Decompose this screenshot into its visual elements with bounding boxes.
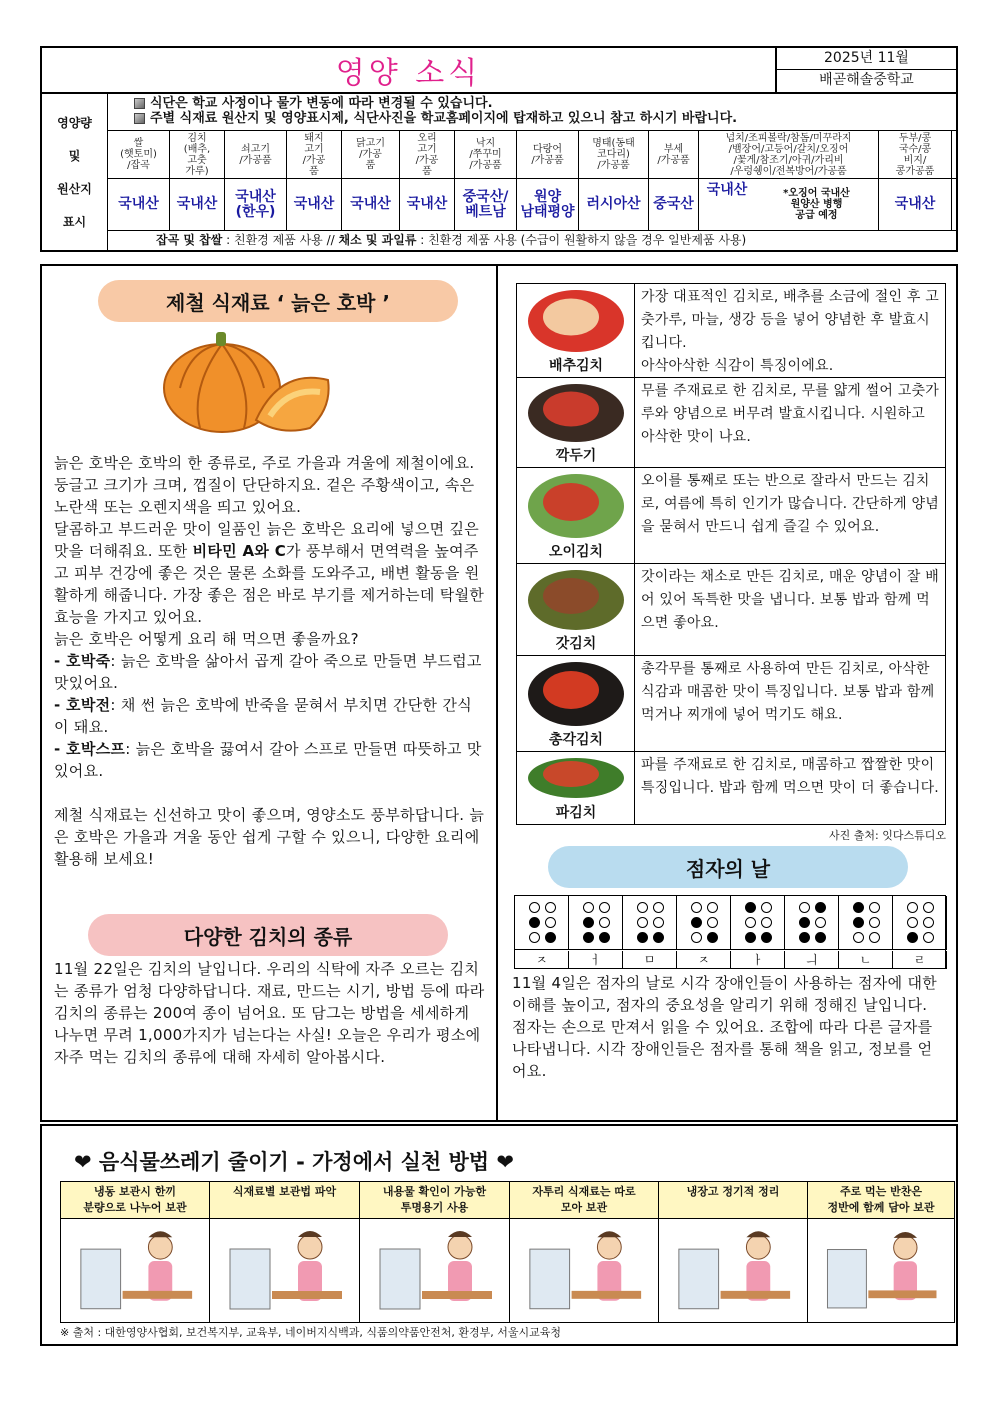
- origin-cell: 국내산: [287, 179, 342, 230]
- braille-dot: [637, 917, 648, 928]
- kimchi-description: 오이를 통째로 또는 반으로 잘라서 만드는 김치로, 여름에 특히 인기가 많습니다. 간단하게 양념을 묻혀서 만드니 쉽게 즐길 수 있어요.: [641, 473, 939, 535]
- origin-cell: 국내산: [879, 179, 952, 230]
- kimchi-intro-text: 11월 22일은 김치의 날입니다. 우리의 식탁에 자주 오르는 김치는 종류가 엄청 다양하답니다. 재료, 만드는 시기, 방법 등에 따라 김치의 종류는 200여 종이 넘어요. 또 담그는 방법을 세세하게 나누면 무려 1,000가지가 넘는다는 사실! 오늘은 우리가 평소에 자주 먹는 김치의 종류에 대해 자세히 알아봅시다.: [54, 960, 485, 1066]
- food-cell: 쇠고기 /가공품: [225, 131, 287, 178]
- cube-icon: [134, 113, 145, 124]
- tip-illustration: [210, 1219, 359, 1323]
- pumpkin-illustration: [160, 328, 340, 438]
- tip-title: 냉장고 정기적 정리: [659, 1182, 807, 1219]
- kimchi-photo: [517, 284, 635, 377]
- braille-dot: [923, 932, 934, 943]
- tip-illustration: [61, 1219, 209, 1323]
- kimchi-row: [517, 378, 945, 468]
- origin-cell: 중국산: [649, 179, 699, 230]
- braille-dot: [653, 902, 664, 913]
- braille-heading: 점자의 날: [548, 846, 908, 888]
- origin-side-label: [42, 94, 108, 250]
- braille-letter: ㅓ: [569, 951, 623, 969]
- braille-dot: [545, 932, 556, 943]
- braille-dot: [745, 902, 756, 913]
- kimchi-table: [516, 283, 946, 825]
- food-cell: 오리 고기 /가공 품: [400, 131, 455, 178]
- food-cell: 낙지 /쭈꾸미 /가공품: [455, 131, 517, 178]
- notices: [108, 94, 958, 128]
- tip-card: [210, 1182, 360, 1322]
- recipe-desc: : 채 썬 늙은 호박에 반죽을 묻혀서 부치면 간단한 간식이 돼요.: [54, 696, 472, 736]
- tip-card: [808, 1182, 954, 1322]
- footer-text: : 친환경 제품 사용 //: [222, 233, 339, 247]
- food-waste-section: [40, 1124, 958, 1346]
- kimchi-photo: [517, 752, 635, 824]
- braille-letter: ㅁ: [623, 951, 677, 969]
- tip-illustration: [808, 1219, 954, 1323]
- origin-cell: 중국산/ 베트남: [455, 179, 517, 230]
- kimchi-name: 배추김치: [548, 358, 604, 374]
- kimchi-row: [517, 284, 945, 378]
- tip-card: [61, 1182, 210, 1322]
- recipe-1: [54, 650, 486, 694]
- braille-cell: [623, 896, 677, 950]
- kimchi-description: 갓이라는 채소로 만든 김치로, 매운 양념이 잘 배어 있어 독특한 맛을 냅니다. 보통 밥과 함께 먹으면 좋아요.: [641, 569, 939, 631]
- origin-cell: 국내산 (한우): [225, 179, 287, 230]
- recipe-3: [54, 738, 486, 782]
- food-cell: 다랑어 /가공품: [517, 131, 579, 178]
- braille-cell: [569, 896, 623, 950]
- food-cell: 넙치/조피볼락/참돔/미꾸라지 /뱀장어/고등어/갈치/오징어 /꽃게/참조기/아귀/가리비 /우렁쉥이/전복방어/가공품: [699, 131, 879, 178]
- kimchi-description: 가장 대표적인 김치로, 배추를 소금에 절인 후 고춧가루, 마늘, 생강 등을 넣어 양념한 후 발효시킵니다. 아삭아삭한 식감이 특징이에요.: [641, 289, 939, 374]
- braille-dot: [869, 917, 880, 928]
- origin-row: [108, 178, 958, 230]
- braille-dot: [707, 917, 718, 928]
- tip-title: 자투리 식재료는 따로 모아 보관: [510, 1182, 658, 1219]
- tip-illustration: [659, 1219, 807, 1323]
- notice-text: 식단은 학교 사정이나 물가 변동에 따라 변경될 수 있습니다.: [150, 96, 493, 111]
- kimchi-name: 파김치: [555, 805, 597, 821]
- footer-bold: 채소 및 과일류: [338, 233, 417, 247]
- footer-bold: 잡곡 및 찹쌀: [156, 233, 223, 247]
- text: 가 풍부해서 면역력을 높여주고 피부 건강에 좋은 것은 물론 소화를 도와주고, 배변 활동을 원활하게 해줍니다. 가장 좋은 점은 바로 부기를 제거하는데 탁월한 효능을 가지고 있어요.: [54, 542, 485, 626]
- braille-dot: [815, 902, 826, 913]
- tip-card: [510, 1182, 659, 1322]
- school-name: 배곧해솔중학교: [819, 72, 914, 88]
- braille-dot: [529, 902, 540, 913]
- waste-heading: ❤ 음식물쓰레기 줄이기 - 가정에서 실천 방법 ❤: [74, 1150, 514, 1174]
- braille-cell: [731, 896, 785, 950]
- food-cell: 쌀 (햇토미) /잡곡: [108, 131, 170, 178]
- braille-dot: [599, 932, 610, 943]
- kimchi-description: 무를 주재료로 한 김치로, 무를 얇게 썰어 고춧가루와 양념으로 버무려 발효시킵니다. 시원하고 아삭한 맛이 나요.: [641, 383, 939, 445]
- braille-dot: [761, 902, 772, 913]
- origin-cell: 국내산: [400, 179, 455, 230]
- pumpkin-closing: 제철 식재료는 신선하고 맛이 좋으며, 영양소도 풍부하답니다. 늙은 호박은 가을과 겨울 동안 쉽게 구할 수 있으니, 다양한 요리에 활용해 보세요!: [54, 806, 485, 868]
- notice-text: 주별 식재료 원산지 및 영양표시제, 식단사진을 학교홈페이지에 탑재하고 있으니 참고 하시기 바랍니다.: [150, 111, 738, 126]
- food-cell: 부세 /가공품: [649, 131, 699, 178]
- braille-cell: [893, 896, 947, 950]
- origin-cell: 국내산: [170, 179, 225, 230]
- braille-letter: ㄹ: [893, 951, 947, 969]
- braille-dot: [653, 917, 664, 928]
- origin-cell: 국내산: [108, 179, 170, 230]
- tip-title: 내용물 확인이 가능한 투명용기 사용: [360, 1182, 509, 1219]
- photo-credit: 사진 출처: 잇다스튜디오: [829, 829, 946, 842]
- recipe-desc: : 늙은 호박을 삶아서 곱게 갈아 죽으로 만들면 부드럽고 맛있어요.: [54, 652, 482, 692]
- braille-dot: [707, 902, 718, 913]
- pumpkin-paragraph-2: [54, 518, 486, 628]
- braille-paragraph: 11월 4일은 점자의 날로 시각 장애인들이 사용하는 점자에 대한 이해를 높이고, 점자의 중요성을 알리기 위해 정해진 날입니다.: [512, 974, 938, 1014]
- braille-dot: [691, 902, 702, 913]
- braille-cell: [785, 896, 839, 950]
- braille-dot: [637, 932, 648, 943]
- kimchi-name: 총각김치: [548, 732, 604, 748]
- recipe-name: - 호박죽: [54, 652, 111, 670]
- food-cell: 명태(동태 코다리) /가공품: [579, 131, 649, 178]
- recipe-desc: : 늙은 호박을 끓여서 갈아 스프로 만들면 따뜻하고 맛있어요.: [54, 740, 482, 780]
- braille-dot: [869, 902, 880, 913]
- food-cell: 돼지 고기 /가공 품: [287, 131, 342, 178]
- newsletter-header: [40, 46, 958, 94]
- cube-icon: [134, 98, 145, 109]
- braille-table: [514, 895, 946, 969]
- pumpkin-question: 늙은 호박은 어떻게 요리 해 먹으면 좋을까요?: [54, 630, 359, 648]
- side-label: 영양량: [57, 116, 92, 130]
- recipe-2: [54, 694, 486, 738]
- braille-text: [512, 972, 946, 1082]
- pumpkin-heading: 제철 식재료 ‘ 늙은 호박 ’: [98, 280, 458, 322]
- side-label: 표시: [62, 215, 87, 229]
- kimchi-row: [517, 468, 945, 564]
- column-divider: [496, 266, 498, 1120]
- tip-card: [360, 1182, 510, 1322]
- origin-footer: [108, 230, 958, 250]
- tip-illustration: [510, 1219, 658, 1323]
- braille-dot: [599, 917, 610, 928]
- braille-dot: [923, 917, 934, 928]
- kimchi-heading: 다양한 김치의 종류: [88, 914, 448, 956]
- braille-dot: [745, 917, 756, 928]
- braille-dot: [907, 932, 918, 943]
- kimchi-row: [517, 564, 945, 656]
- braille-dot: [907, 902, 918, 913]
- braille-dot: [853, 917, 864, 928]
- braille-dot: [799, 917, 810, 928]
- side-label: 원산지: [57, 182, 92, 196]
- braille-dot: [653, 932, 664, 943]
- kimchi-description: 파를 주재료로 한 김치로, 매콤하고 짭짤한 맛이 특징입니다. 밥과 함께 먹으면 맛이 더 좋습니다.: [641, 757, 939, 796]
- kimchi-name: 깍두기: [555, 448, 597, 464]
- braille-dot: [853, 902, 864, 913]
- kimchi-name: 오이김치: [548, 544, 604, 560]
- food-cell: 닭고기 /가공 품: [342, 131, 400, 178]
- braille-dot: [799, 932, 810, 943]
- braille-dot: [853, 932, 864, 943]
- braille-dot: [583, 932, 594, 943]
- braille-dot: [583, 902, 594, 913]
- text: 달콤하고 부드러운 맛이 일품인 늙은 호박은 요리에 넣으면 깊은 맛을 더해줘요. 또한: [54, 520, 480, 560]
- tip-title: 식재료별 보관법 파악: [210, 1182, 359, 1219]
- braille-dot: [545, 902, 556, 913]
- braille-dot: [745, 932, 756, 943]
- braille-letter: ㄴ: [839, 951, 893, 969]
- food-cell: 김치 (배추, 고춧 가루): [170, 131, 225, 178]
- pumpkin-paragraph: 늙은 호박은 호박의 한 종류로, 주로 가을과 겨울에 제철이에요. 둥글고 크기가 크며, 껍질이 단단하지요. 겉은 주황색이고, 속은 노란색 또는 오렌지색을 띄고 있어요.: [54, 454, 475, 516]
- braille-dot: [583, 917, 594, 928]
- date-box: [777, 48, 956, 92]
- tip-card: [659, 1182, 808, 1322]
- kimchi-photo: [517, 378, 635, 467]
- issue-date: 2025년 11월: [777, 48, 956, 70]
- braille-dot: [761, 917, 772, 928]
- braille-letter: ㅢ: [785, 951, 839, 969]
- recipe-name: - 호박스프: [54, 740, 126, 758]
- braille-dot: [799, 902, 810, 913]
- braille-dot: [545, 917, 556, 928]
- origin-cell: 러시아산: [579, 179, 649, 230]
- origin-cell: 국내산: [706, 182, 748, 198]
- braille-dot: [707, 932, 718, 943]
- braille-dot: [637, 902, 648, 913]
- side-label: 및: [68, 149, 81, 163]
- braille-dot: [529, 917, 540, 928]
- braille-cell: [515, 896, 569, 950]
- braille-dot: [815, 932, 826, 943]
- footer-text: : 친환경 제품 사용 (수급이 원활하지 않을 경우 일반제품 사용): [416, 233, 747, 247]
- braille-dot: [599, 902, 610, 913]
- braille-dot: [691, 917, 702, 928]
- braille-letter: ㅏ: [731, 951, 785, 969]
- kimchi-row: [517, 752, 945, 824]
- kimchi-name: 갓김치: [555, 636, 597, 652]
- origin-table: [40, 94, 958, 252]
- braille-dot: [907, 917, 918, 928]
- tips-table: [60, 1181, 955, 1323]
- kimchi-photo: [517, 656, 635, 751]
- origin-cell: 원양 남태평양: [517, 179, 579, 230]
- kimchi-row: [517, 656, 945, 752]
- braille-letter: ㅈ: [515, 951, 569, 969]
- kimchi-photo: [517, 468, 635, 563]
- vitamin-highlight: 비타민 A와 C: [192, 542, 287, 560]
- braille-cell: [839, 896, 893, 950]
- braille-dot: [761, 932, 772, 943]
- braille-dot: [923, 902, 934, 913]
- braille-dot: [691, 932, 702, 943]
- origin-cell: *오징어 국내산 원양산 병행 공급 예정: [755, 179, 879, 230]
- food-cell: 두부/콩 국수/콩 비지/ 콩가공품: [879, 131, 952, 178]
- kimchi-photo: [517, 564, 635, 655]
- tip-title: 주로 먹는 반찬은 정반에 함께 담아 보관: [808, 1182, 954, 1219]
- braille-dot: [869, 932, 880, 943]
- source-note: ※ 출처 : 대한영양사협회, 보건복지부, 교육부, 네이버지식백과, 식품의약품안전처, 환경부, 서울시교육청: [60, 1326, 562, 1339]
- recipe-name: - 호박전: [54, 696, 111, 714]
- pumpkin-text: [54, 452, 486, 870]
- braille-dot: [815, 917, 826, 928]
- braille-cell: [677, 896, 731, 950]
- food-row: [108, 130, 958, 178]
- braille-dot: [529, 932, 540, 943]
- page-title: 영양 소식: [42, 48, 777, 92]
- braille-letter: ㅈ: [677, 951, 731, 969]
- tip-illustration: [360, 1219, 509, 1323]
- braille-paragraph: 점자는 손으로 만져서 읽을 수 있어요. 조합에 따라 다른 글자를 나타냅니다. 시각 장애인들은 점자를 통해 책을 읽고, 정보를 얻어요.: [512, 1018, 933, 1080]
- tip-title: 냉동 보관시 한끼 분량으로 나누어 보관: [61, 1182, 209, 1219]
- kimchi-description: 총각무를 통째로 사용하여 만든 김치로, 아삭한 식감과 매콤한 맛이 특징입니다. 보통 밥과 함께 먹거나 찌개에 넣어 먹기도 해요.: [641, 661, 935, 723]
- origin-cell: 국내산: [342, 179, 400, 230]
